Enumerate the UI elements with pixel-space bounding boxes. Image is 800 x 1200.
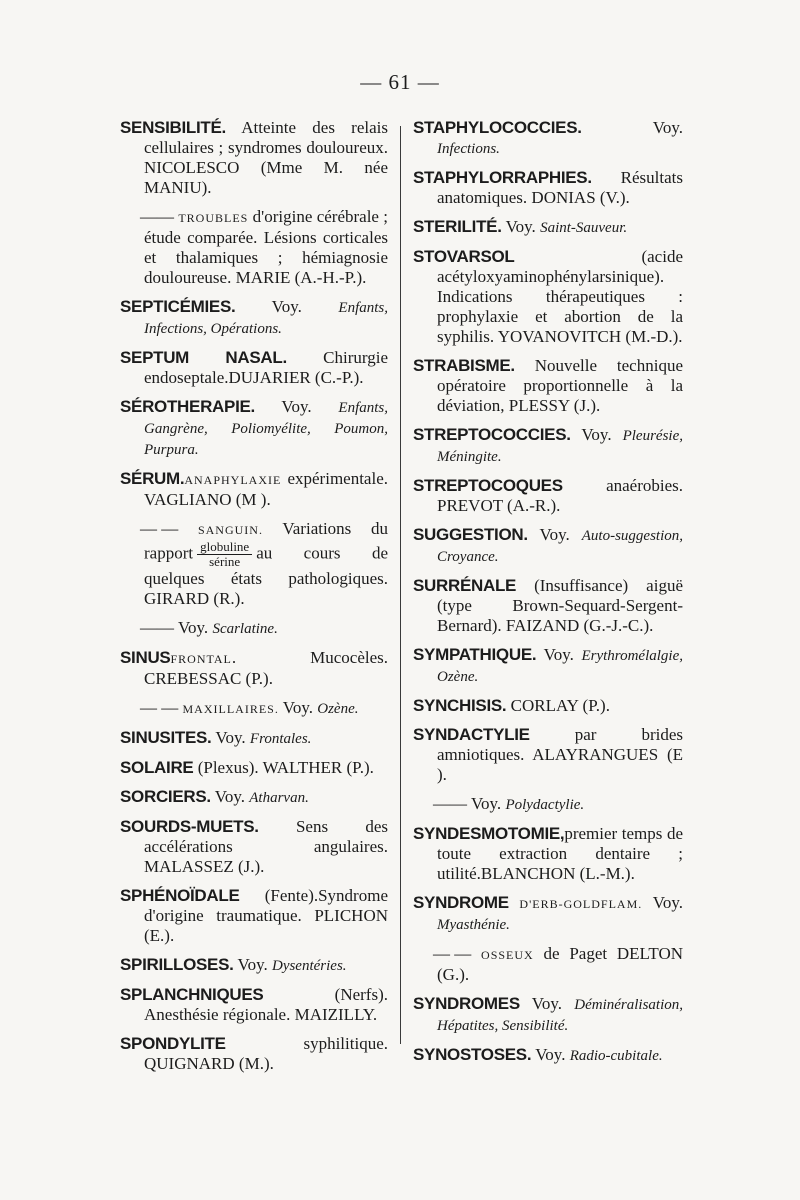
entry-text: Voy. (519, 994, 575, 1013)
entry-text: premier temps de toute extraction dentaire ; utilité.BLANCHON (L.-M.). (437, 824, 683, 883)
index-entry (120, 207, 388, 288)
entry-heading: SINUS (120, 648, 171, 667)
entry-text: (Fente).Syndrome d'origine traumatique. PLICHON (E.). (144, 886, 388, 945)
entry-heading: SUGGESTION. (413, 525, 528, 544)
entry-heading: SYNDROMES (413, 994, 520, 1013)
entry-text: Voy. (235, 297, 339, 316)
index-entry (413, 168, 683, 208)
entry-reference: Enfants, Gangrène, Poliomyélite, Poumon, Purpura. (144, 400, 388, 458)
entry-heading: SEPTICÉMIES. (120, 297, 236, 316)
entry-text: (Insuffisance) aiguë (type Brown-Sequard-Sergent-Bernard). FAIZAND (G.-J.-C.). (437, 576, 683, 635)
entry-heading: SPIRILLOSES. (120, 955, 234, 974)
index-entry (413, 1045, 683, 1066)
index-entry (413, 893, 683, 935)
entry-heading: STERILITÉ. (413, 217, 502, 236)
entry-reference: Erythromélalgie, Ozène. (437, 648, 683, 685)
entry-heading: STOVARSOL (413, 247, 515, 266)
page-number: — 61 — (360, 70, 440, 94)
entry-text: Voy. (174, 618, 213, 637)
index-entry (413, 118, 683, 159)
entry-text: (acide acétyloxyaminophénylarsinique). Indications thérapeutiques : prophylaxie et abortion de la syphilis. YOVANOVITCH (M.-D.). (437, 247, 683, 346)
entry-dash: — — (140, 519, 179, 538)
entry-reference: Dysentéries. (271, 958, 347, 974)
index-entry (120, 787, 388, 808)
entry-subheading: FRONTAL (170, 652, 232, 666)
entry-text: Sens des accélérations angulaires. MALASSEZ (J.). (144, 817, 388, 876)
entry-text: anaérobies. PREVOT (A.-R.). (437, 476, 683, 515)
entry-text: . Mucocèles. CREBESSAC (P.). (144, 648, 388, 688)
index-entry (413, 425, 683, 467)
entry-text: (Nerfs). Anesthésie régionale. MAIZILLY. (144, 985, 388, 1024)
index-entry (413, 247, 683, 347)
entry-heading: SPONDYLITE (120, 1034, 226, 1053)
entry-heading: SYNDACTYLIE (413, 725, 530, 744)
index-entry (413, 576, 683, 636)
entry-heading: SYNOSTOSES. (413, 1045, 532, 1064)
entry-text: Voy. (278, 698, 318, 717)
index-entry (120, 397, 388, 460)
index-entry (413, 696, 683, 716)
left-column (120, 118, 388, 1083)
index-entry (120, 817, 388, 877)
entry-reference: Scarlatine. (212, 621, 278, 637)
index-entry (120, 955, 388, 976)
entry-heading: STRABISME. (413, 356, 515, 375)
index-entry (120, 519, 388, 609)
entry-text: Voy. (527, 525, 582, 544)
index-entry (413, 794, 683, 815)
entry-text: syphilitique. QUIGNARD (M.). (144, 1034, 388, 1073)
entry-heading: SURRÉNALE (413, 576, 517, 595)
entry-reference: Infections. (437, 141, 500, 157)
entry-reference: Auto-suggestion, Croyance. (437, 528, 683, 565)
entry-heading: SORCIERS. (120, 787, 211, 806)
index-entry (120, 886, 388, 946)
index-entry (120, 758, 388, 778)
index-entry (120, 118, 388, 198)
entry-heading: STREPTOCOCCIES. (413, 425, 571, 444)
entry-text: Voy. (210, 787, 250, 806)
entry-text: Résultats anatomiques. DONIAS (V.). (437, 168, 683, 207)
entry-text: Voy. (570, 425, 623, 444)
index-entry (120, 728, 388, 749)
entry-text: Voy. (581, 118, 683, 137)
entry-text: CORLAY (P.). (506, 696, 610, 715)
entry-heading: SPHÉNOÏDALE (120, 886, 240, 905)
entry-reference: Déminéralisation, Hépatites, Sensibilité. (437, 997, 683, 1034)
index-entry (120, 648, 388, 689)
entry-subheading: OSSEUX (481, 948, 534, 962)
entry-text: d'origine cérébrale ; étude comparée. Lésions corticales et thalamiques ; hémiagnosie douloureuse. MARIE (A.-H.-P.). (144, 207, 389, 287)
entry-text: par brides amniotiques. ALAYRANGUES (E ). (437, 725, 683, 784)
entry-heading: SEPTUM NASAL. (120, 348, 287, 367)
entry-heading: SYMPATHIQUE. (413, 645, 537, 664)
entry-heading: SYNDESMOTOMIE, (413, 824, 565, 843)
entry-heading: STAPHYLORRAPHIES. (413, 168, 592, 187)
entry-text: Nouvelle technique opératoire proportionnelle à la déviation, PLESSY (J.). (437, 356, 683, 415)
entry-heading: SINUSITES. (120, 728, 212, 747)
entry-reference: Radio-cubitale. (569, 1048, 663, 1064)
index-entry (413, 525, 683, 567)
entry-text: Voy. (254, 397, 339, 416)
entry-subheading: ANAPHYLAXIE (184, 473, 282, 487)
index-entry (413, 944, 683, 985)
index-entry (120, 698, 388, 719)
entry-text: de Paget DELTON (G.). (437, 944, 683, 984)
fraction-numerator: globuline (197, 540, 252, 555)
entry-reference: Polydactylie. (505, 797, 585, 813)
entry-reference: Pleurésie, Méningite. (437, 428, 683, 465)
index-entry (413, 645, 683, 687)
entry-subheading: MAXILLAIRES. (182, 702, 279, 716)
entry-text: Voy. (233, 955, 272, 974)
entry-text: expérimentale. VAGLIANO (M ). (144, 469, 388, 509)
right-column (413, 118, 683, 1075)
fraction (197, 540, 252, 569)
entry-reference: Saint-Sauveur. (540, 220, 628, 236)
index-entry (413, 824, 683, 884)
entry-heading: SENSIBILITÉ. (120, 118, 226, 137)
index-entry (120, 985, 388, 1025)
entry-heading: STREPTOCOQUES (413, 476, 563, 495)
entry-heading: SPLANCHNIQUES (120, 985, 264, 1004)
entry-dash: — — (140, 698, 179, 717)
entry-text: Variations du rapport (144, 519, 389, 563)
entry-reference: Enfants, Infections, Opérations. (144, 300, 388, 337)
index-entry (120, 469, 388, 510)
entry-reference: Frontales. (249, 731, 312, 747)
entry-subheading: SANGUIN. (197, 523, 263, 537)
entry-reference: Myasthénie. (437, 917, 510, 933)
entry-heading: SOLAIRE (120, 758, 194, 777)
index-entry (120, 1034, 388, 1074)
entry-text: Voy. (211, 728, 250, 747)
entry-subheading: TROUBLES (178, 211, 249, 225)
entry-heading: SYNCHISIS. (413, 696, 507, 715)
entry-heading: STAPHYLOCOCCIES. (413, 118, 582, 137)
entry-text: Voy. (642, 893, 683, 912)
entry-dash: —— (140, 618, 174, 637)
entry-text: Voy. (467, 794, 506, 813)
index-entry (413, 217, 683, 238)
entry-heading: SÉRUM. (120, 469, 185, 488)
index-entry (413, 356, 683, 416)
entry-reference: Ozène. (317, 701, 359, 717)
entry-text-cont: au cours de quelques états pathologiques. GIRARD (R.). (144, 543, 388, 608)
index-entry (413, 725, 683, 785)
entry-heading: SOURDS-MUETS. (120, 817, 259, 836)
fraction-denominator: sérine (209, 554, 241, 569)
entry-reference: Atharvan. (249, 790, 309, 806)
entry-dash: —— (140, 207, 174, 226)
entry-text: Voy. (536, 645, 582, 664)
entry-heading: SYNDROME (413, 893, 509, 912)
index-entry (120, 348, 388, 388)
index-entry (120, 618, 388, 639)
index-entry (413, 994, 683, 1036)
entry-dash: —— (433, 794, 467, 813)
entry-text: Chirurgie endoseptale.DUJARIER (C.-P.). (144, 348, 388, 387)
index-entry (413, 476, 683, 516)
entry-text: (Plexus). WALTHER (P.). (193, 758, 374, 777)
entry-dash: — — (433, 944, 472, 963)
entry-text: Voy. (501, 217, 541, 236)
entry-heading: SÉROTHERAPIE. (120, 397, 255, 416)
entry-text: Voy. (531, 1045, 570, 1064)
index-entry (120, 297, 388, 339)
column-divider (400, 126, 401, 1044)
entry-text: Atteinte des relais cellulaires ; syndromes douloureux. NICOLESCO (Mme M. née MANIU). (144, 118, 388, 197)
entry-subheading: D'ERB-GOLDFLAM. (508, 897, 643, 911)
